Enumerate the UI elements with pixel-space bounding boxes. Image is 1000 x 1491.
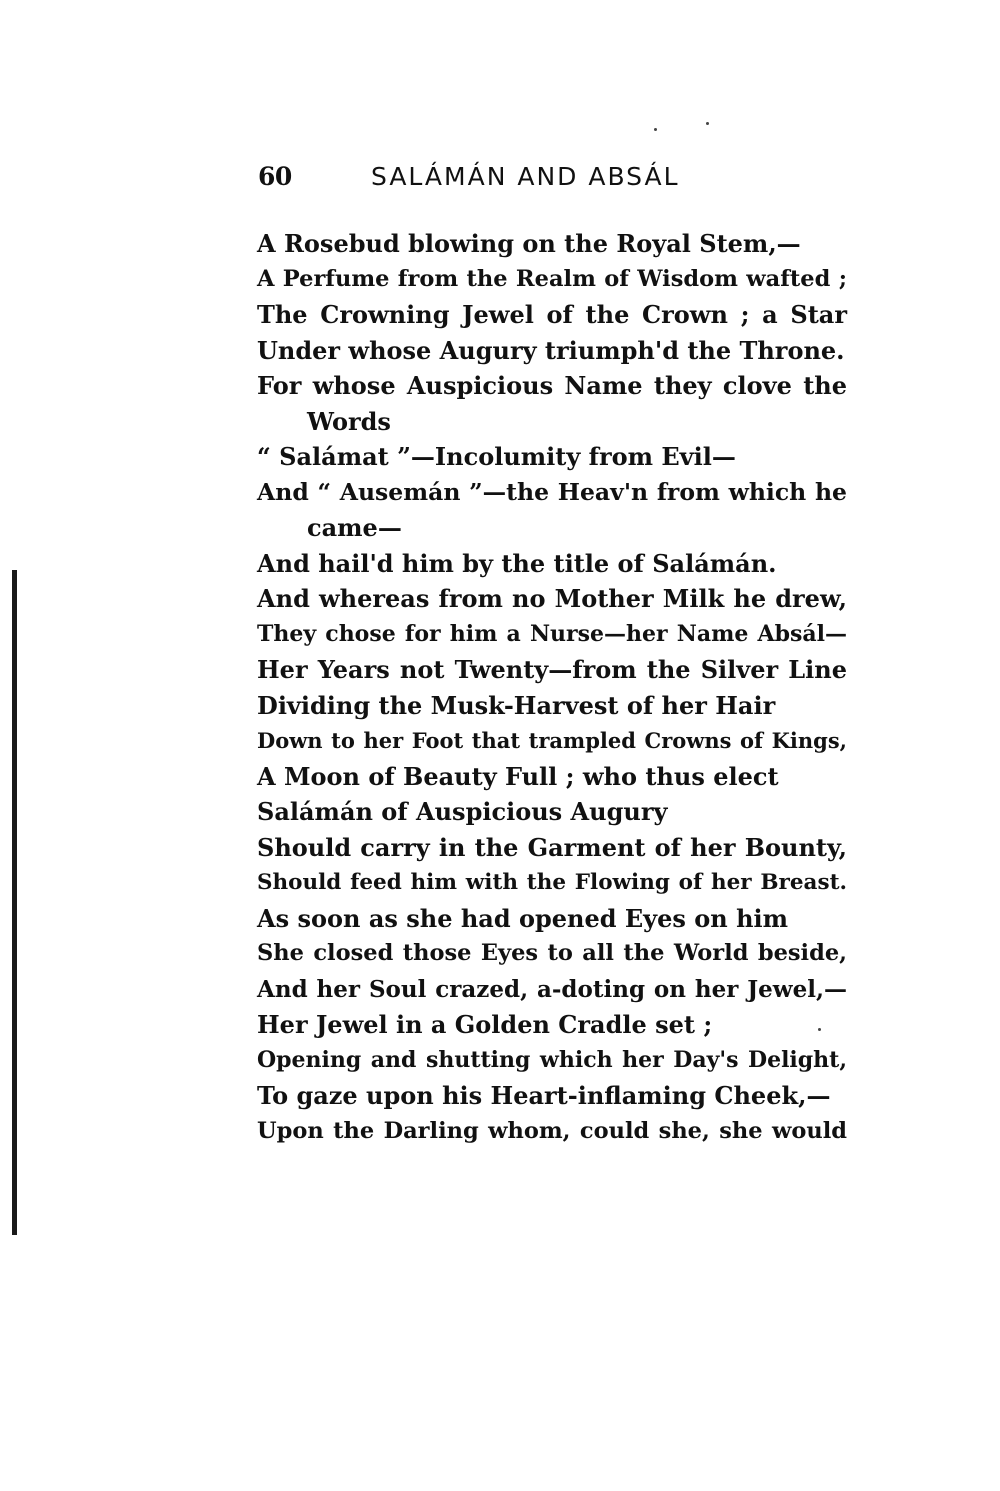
print-speck xyxy=(654,128,657,131)
poem-line: They chose for him a Nurse—her Name Absál— xyxy=(257,620,847,647)
poem-line: Under whose Augury triumph'd the Throne. xyxy=(257,335,845,365)
binding-edge-shadow xyxy=(12,570,17,1235)
poem-line: A Rosebud blowing on the Royal Stem,— xyxy=(257,229,801,258)
poem-line: A Perfume from the Realm of Wisdom wafted ; xyxy=(257,265,847,292)
poem-line: As soon as she had opened Eyes on him xyxy=(257,903,789,933)
print-speck xyxy=(706,122,709,125)
poem-line: A Moon of Beauty Full ; who thus elect xyxy=(257,761,779,791)
poem-line: Should feed him with the Flowing of her Breast. xyxy=(257,870,847,895)
poem-line: Upon the Darling whom, could she, she would xyxy=(257,1117,847,1144)
poem-line: “ Salámat ”—Incolumity from Evil— xyxy=(257,442,736,471)
poem-line: And hail'd him by the title of Salámán. xyxy=(257,548,777,578)
poem-line: The Crowning Jewel of the Crown ; a Star xyxy=(257,300,847,329)
poem-line: Salámán of Auspicious Augury xyxy=(257,797,668,826)
poem-line: Her Jewel in a Golden Cradle set ; xyxy=(257,1010,713,1039)
poem-line: For whose Auspicious Name they clove the xyxy=(257,371,847,400)
poem-line-continuation: Words xyxy=(307,406,391,436)
poem-line: Should carry in the Garment of her Bounty, xyxy=(257,832,847,862)
poem-line: And her Soul crazed, a-doting on her Jewel,— xyxy=(257,975,847,1003)
poem-line: And “ Ausemán ”—the Heav'n from which he xyxy=(257,477,847,506)
poem-line: Dividing the Musk-Harvest of her Hair xyxy=(257,690,776,720)
poem-line-continuation: came— xyxy=(307,513,402,542)
poem-text xyxy=(257,226,847,1149)
poem-line: Her Years not Twenty—from the Silver Line xyxy=(257,655,847,684)
poem-line: Down to her Foot that trampled Crowns of Kings, xyxy=(257,728,847,753)
page-header xyxy=(258,162,858,202)
poem-line: She closed those Eyes to all the World beside, xyxy=(257,940,847,966)
poem-line: Opening and shutting which her Day's Delight, xyxy=(257,1046,847,1073)
running-title: SALÁMÁN AND ABSÁL xyxy=(371,162,680,191)
poem-line: To gaze upon his Heart-inflaming Cheek,— xyxy=(257,1081,831,1110)
page-number: 60 xyxy=(258,162,292,191)
poem-line: And whereas from no Mother Milk he drew, xyxy=(257,584,847,613)
